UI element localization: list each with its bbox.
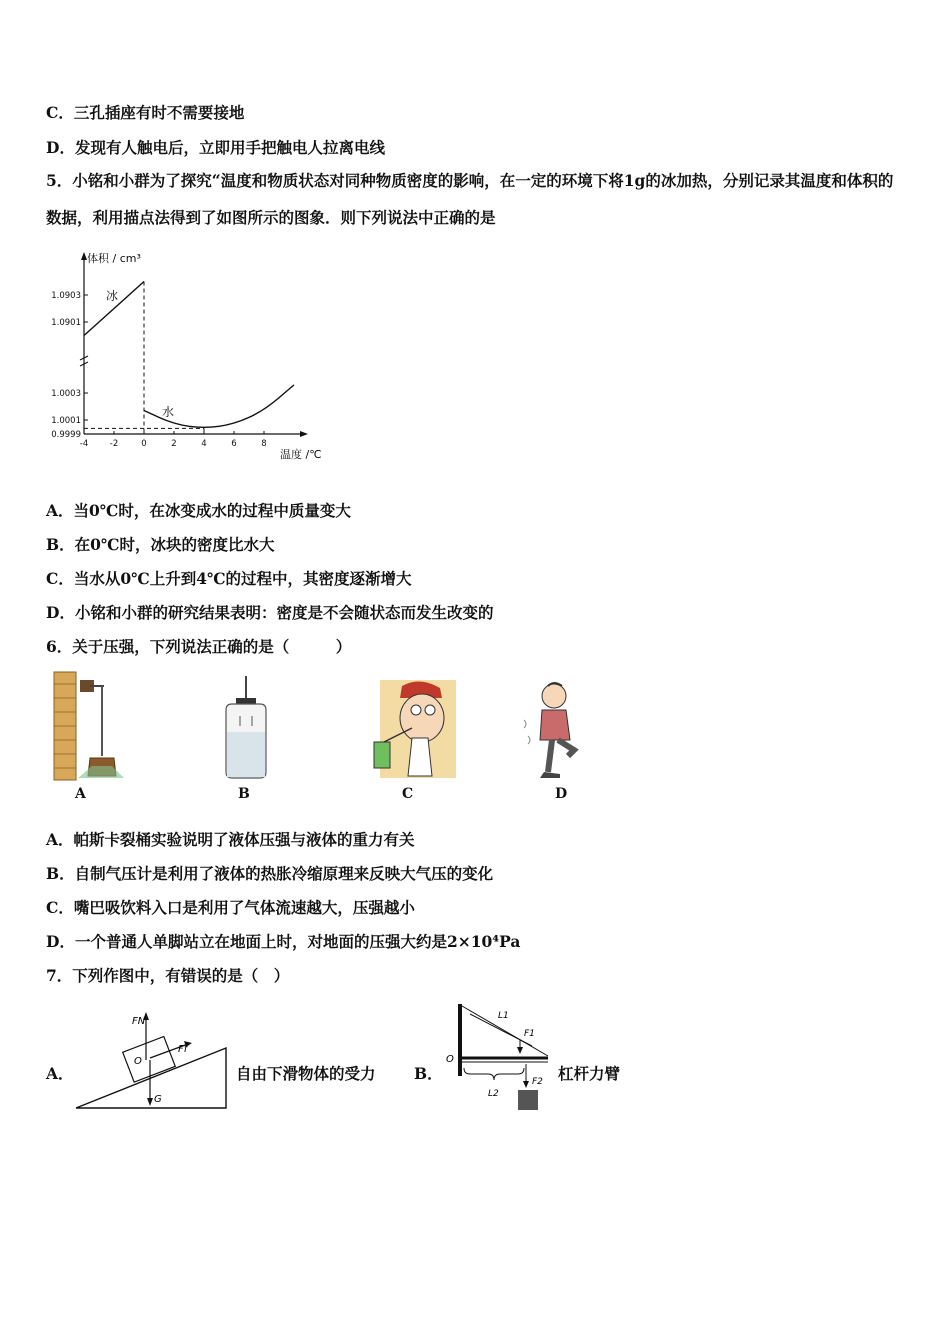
chart-x-axis-arrow [300, 431, 308, 437]
q7b-label-l2: L2 [488, 1089, 499, 1099]
chart-y-tick-label: 0.9999 [51, 430, 81, 440]
chart-y-tick-label: 1.0003 [51, 389, 81, 399]
q7-option-b-caption: 杠杆力臂 [558, 1064, 621, 1083]
q6-figure-a-barrel [52, 670, 132, 782]
q7b-label-f1: F1 [524, 1029, 535, 1039]
q5-option-d: D．小铭和小群的研究结果表明：密度是不会随状态而发生改变的 [46, 603, 494, 622]
chart-x-label: 温度 /℃ [280, 448, 322, 461]
chart-x-tick-label: 6 [231, 439, 237, 449]
q5-option-b: B．在0℃时，冰块的密度比水大 [46, 535, 275, 554]
chart-annotation-water: 水 [162, 405, 175, 419]
q6-figure-label-a: A [75, 786, 86, 802]
q7a-label-g: G [154, 1094, 162, 1105]
q7-option-a-incline-diagram [74, 1008, 230, 1112]
chart-x-tick-label: 4 [201, 439, 207, 449]
q6-figure-d-standing [520, 680, 590, 780]
q6-figure-label-d: D [555, 786, 568, 802]
q6-stem: 6．关于压强，下列说法正确的是（ ） [46, 637, 352, 656]
q6-option-c: C．嘴巴吸饮料入口是利用了气体流速越大，压强越小 [46, 898, 415, 917]
q5-option-a: A．当0℃时，在冰变成水的过程中质量变大 [46, 501, 351, 520]
chart-y-tick-label: 1.0001 [51, 416, 81, 426]
q7b-label-o: O [446, 1054, 454, 1065]
q6-figure-c-drinking [372, 676, 458, 780]
chart-x-tick-label: -2 [109, 439, 119, 449]
chart-x-tick-label: 8 [261, 439, 267, 449]
q7-option-a-caption: 自由下滑物体的受力 [236, 1064, 376, 1083]
q5-chart [46, 248, 346, 466]
q4-option-c: C．三孔插座有时不需要接地 [46, 103, 245, 122]
q7a-label-ff: Ff [178, 1044, 188, 1055]
q4-option-d: D．发现有人触电后，立即用手把触电人拉离电线 [46, 138, 385, 157]
q6-figure-b-barometer [222, 676, 270, 780]
q7b-label-f2: F2 [532, 1077, 543, 1087]
chart-x-tick-label: -4 [79, 439, 89, 449]
chart-y-label: 体积 / cm³ [87, 252, 141, 265]
chart-y-tick-label: 1.0901 [51, 318, 81, 328]
chart-x-tick-label: 2 [171, 439, 177, 449]
q7-option-b-lever-diagram [440, 1000, 552, 1114]
q6-option-a: A．帕斯卡裂桶实验说明了液体压强与液体的重力有关 [46, 830, 415, 849]
q7-stem: 7．下列作图中，有错误的是（ ） [46, 966, 290, 985]
q6-figure-label-c: C [402, 786, 414, 802]
q6-option-d: D．一个普通人单脚站立在地面上时，对地面的压强大约是2×10⁴Pa [46, 932, 521, 951]
chart-y-tick-label: 1.0903 [51, 291, 81, 301]
chart-annotation-ice: 冰 [106, 289, 119, 303]
q7a-label-o: O [134, 1056, 142, 1067]
q7-option-a-letter: A． [46, 1064, 74, 1083]
q6-option-b: B．自制气压计是利用了液体的热胀冷缩原理来反映大气压的变化 [46, 864, 494, 883]
q6-figure-label-b: B [238, 786, 250, 802]
chart-x-tick-label: 0 [141, 439, 147, 449]
q7a-label-fn: FN [132, 1016, 146, 1027]
q7-option-b-letter: B． [414, 1064, 443, 1083]
q7b-label-l1: L1 [498, 1011, 509, 1021]
q5-option-c: C．当水从0℃上升到4℃的过程中，其密度逐渐增大 [46, 569, 412, 588]
q5-stem: 5．小铭和小群为了探究“温度和物质状态对同种物质密度的影响，在一定的环境下将1g的冰加热，分别记录其温度和体积的数据，利用描点法得到了如图所示的图象．则下列说法中正确的是 [46, 171, 894, 227]
